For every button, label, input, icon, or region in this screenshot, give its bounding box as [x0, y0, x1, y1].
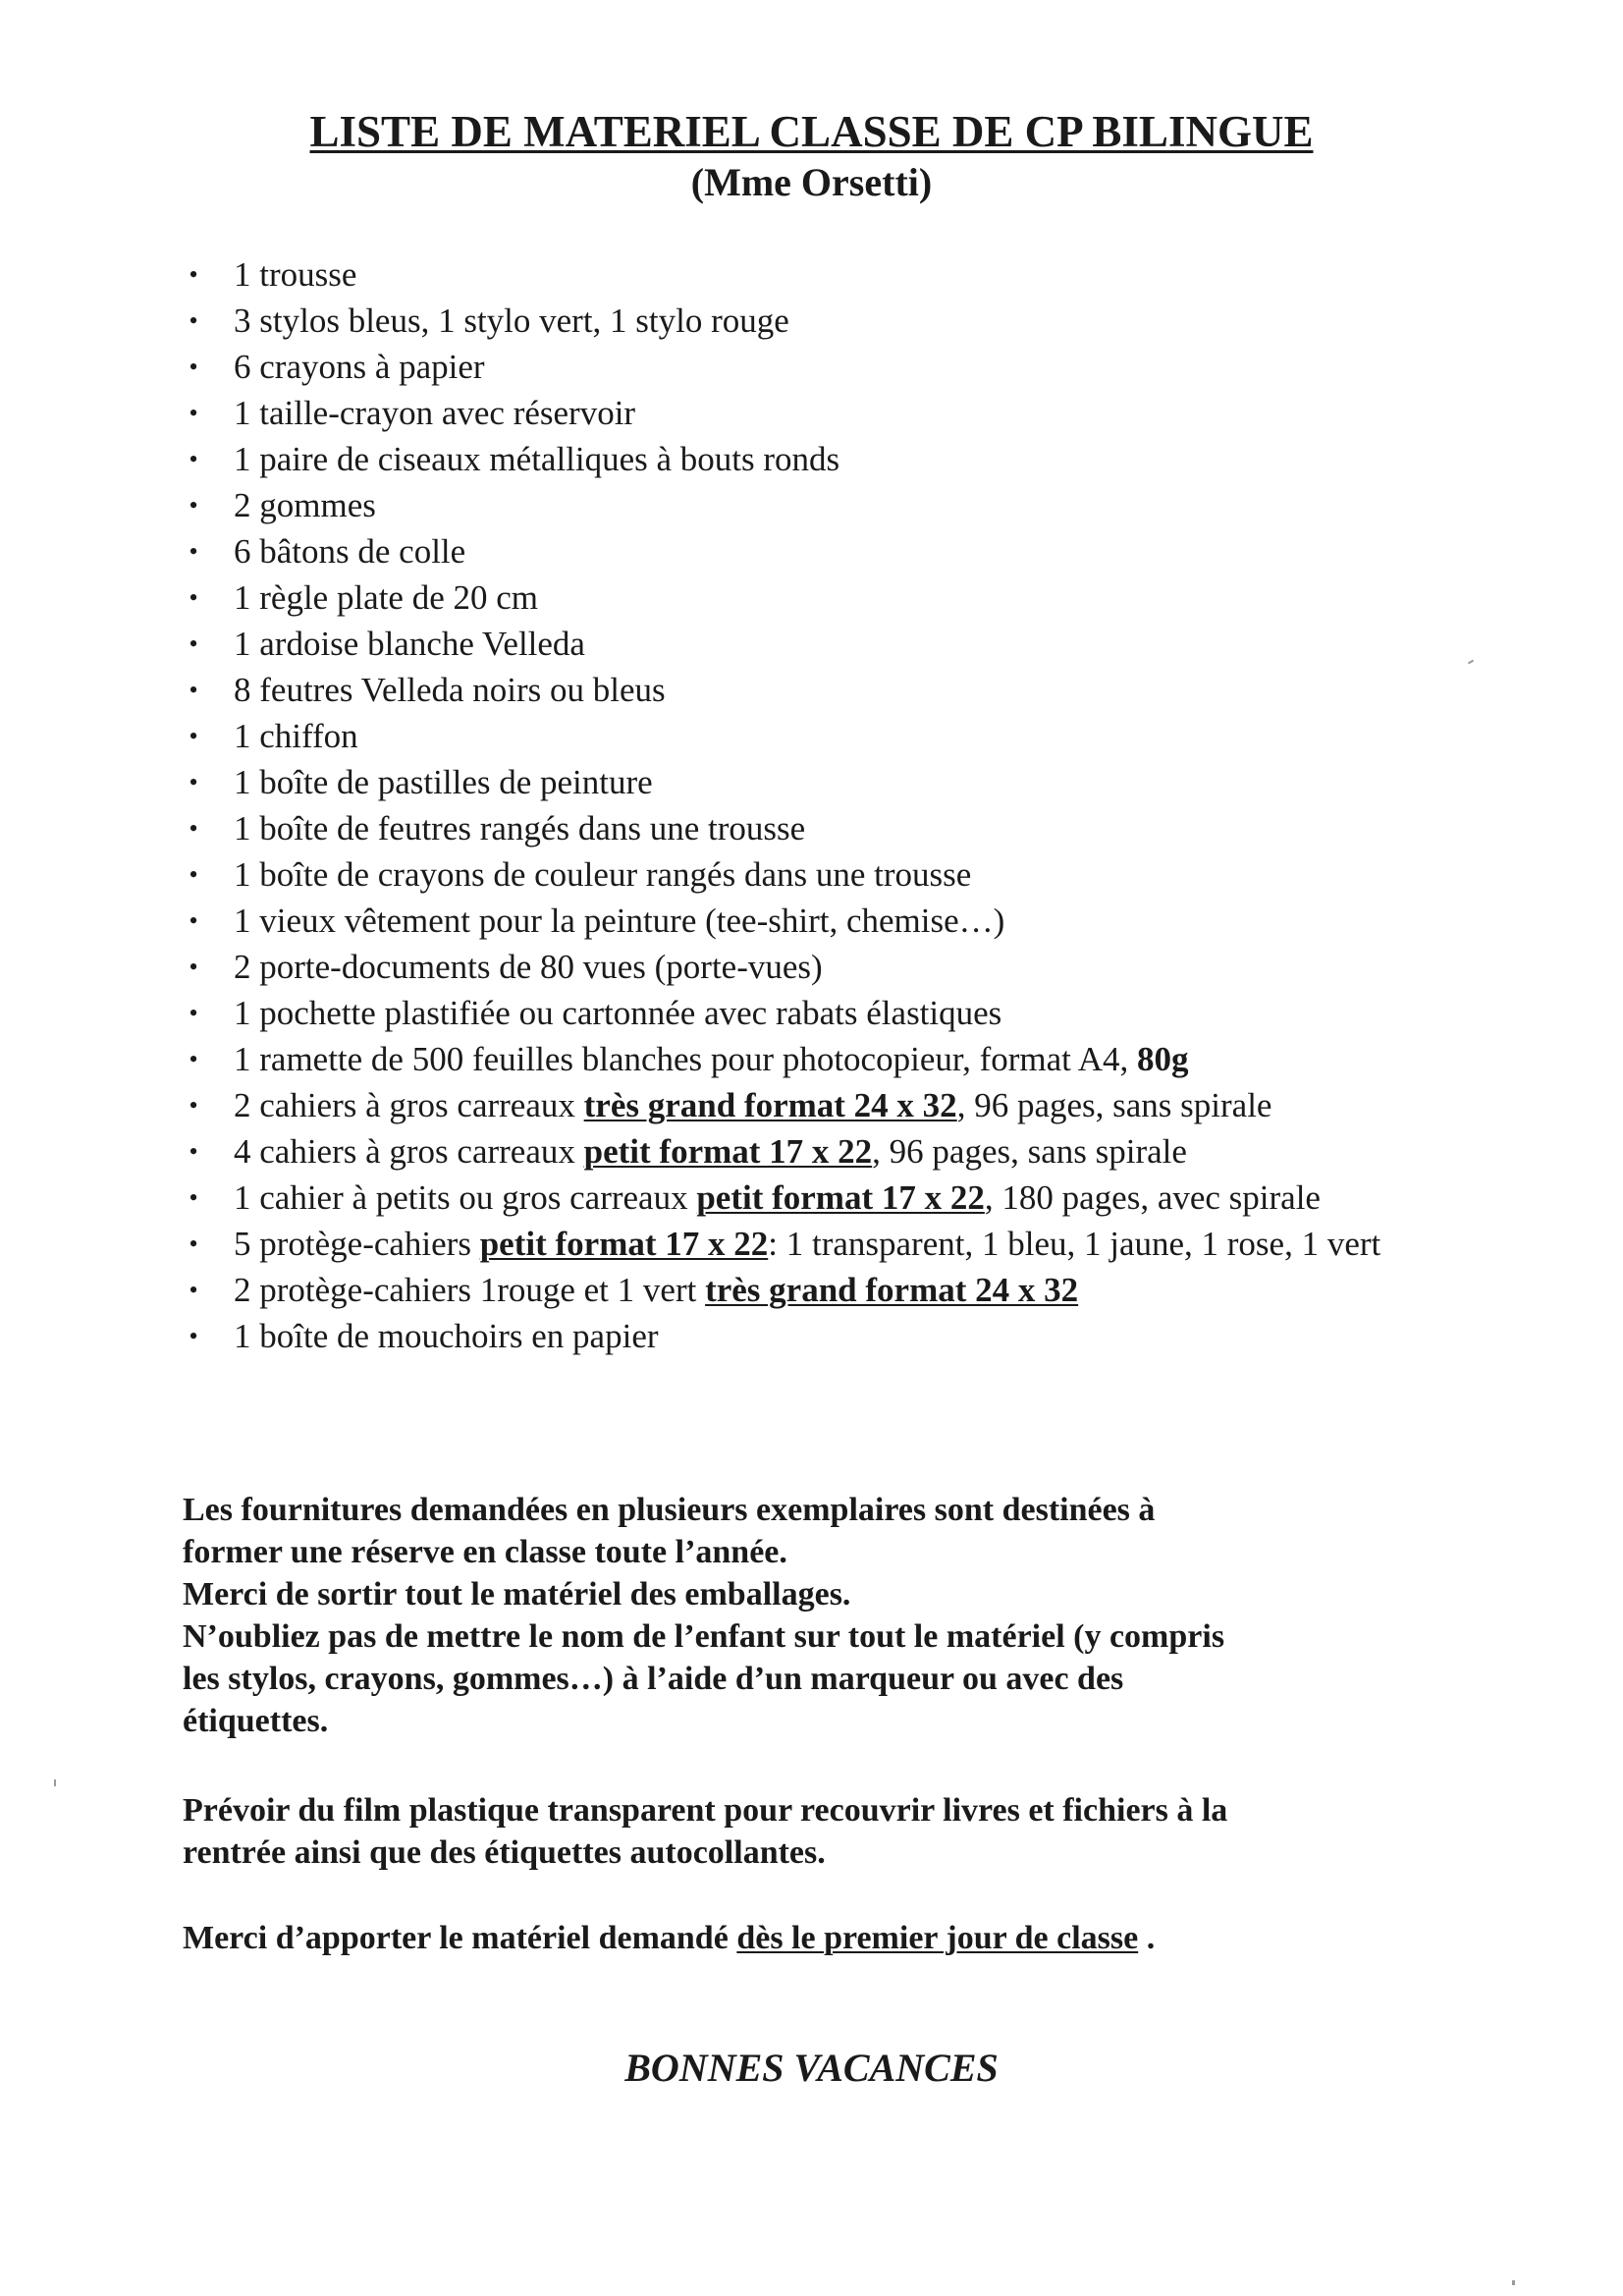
item-text: 1 paire de ciseaux métalliques à bouts ronds	[234, 440, 840, 478]
bullet-icon: •	[189, 906, 198, 935]
item-text: 4 cahiers à gros carreaux	[234, 1132, 584, 1171]
scan-speck	[1468, 660, 1474, 665]
bullet-icon: •	[189, 491, 198, 519]
bullet-icon: •	[189, 629, 198, 658]
item-format-emphasis: très grand format 24 x 32	[705, 1271, 1079, 1309]
list-item	[183, 530, 1459, 574]
list-item	[183, 761, 1459, 804]
list-item	[183, 992, 1459, 1035]
list-item	[183, 900, 1459, 943]
item-text: 1 cahier à petits ou gros carreaux	[234, 1178, 697, 1217]
bullet-icon: •	[189, 1276, 198, 1304]
list-item	[183, 300, 1459, 343]
item-text: 1 ramette de 500 feuilles blanches pour photocopieur, format A4,	[234, 1040, 1137, 1078]
bullet-icon: •	[189, 1091, 198, 1120]
item-text: 2 cahiers à gros carreaux	[234, 1086, 584, 1124]
notes-paragraph-first-day	[183, 1917, 1420, 1959]
item-format-emphasis: petit format 17 x 22	[696, 1178, 985, 1217]
list-item	[183, 1269, 1459, 1312]
item-text: 1 ardoise blanche Velleda	[234, 625, 585, 663]
bullet-icon: •	[189, 860, 198, 889]
bullet-icon: •	[189, 676, 198, 704]
list-item	[183, 576, 1459, 620]
first-day-end: .	[1138, 1920, 1156, 1956]
note-line: Prévoir du film plastique transparent pour recouvrir livres et fichiers à la	[183, 1792, 1228, 1829]
scan-speck	[1512, 2280, 1515, 2285]
item-text: 5 protège-cahiers	[234, 1225, 480, 1263]
item-format-emphasis: petit format 17 x 22	[583, 1132, 873, 1171]
list-item	[183, 669, 1459, 712]
list-item	[183, 484, 1459, 527]
item-text: 1 boîte de pastilles de peinture	[234, 763, 653, 801]
list-item	[183, 853, 1459, 897]
bullet-icon: •	[189, 953, 198, 981]
item-format-emphasis: très grand format 24 x 32	[583, 1086, 957, 1124]
list-item	[183, 1084, 1459, 1127]
item-text-end: , 180 pages, avec spirale	[984, 1178, 1321, 1217]
item-weight-emphasis: 80g	[1137, 1040, 1189, 1078]
list-item	[183, 1130, 1459, 1174]
bullet-icon: •	[189, 445, 198, 473]
item-text: 1 boîte de feutres rangés dans une trousse	[234, 809, 806, 847]
item-text: 2 porte-documents de 80 vues (porte-vues)	[234, 948, 823, 986]
note-line: former une réserve en classe toute l’année.	[183, 1534, 787, 1570]
list-item	[183, 438, 1459, 481]
list-item	[183, 946, 1459, 989]
first-day-emphasis: dès le premier jour de classe	[736, 1920, 1139, 1956]
list-item	[183, 623, 1459, 666]
list-item	[183, 346, 1459, 389]
item-text-end: , 96 pages, sans spirale	[956, 1086, 1272, 1124]
first-day-text: Merci d’apporter le matériel demandé	[183, 1920, 737, 1956]
bullet-icon: •	[189, 537, 198, 566]
bullet-icon: •	[189, 722, 198, 750]
item-text: 6 bâtons de colle	[234, 532, 466, 571]
bullet-icon: •	[189, 814, 198, 843]
bullet-icon: •	[189, 1322, 198, 1350]
bullet-icon: •	[189, 1137, 198, 1166]
page-subtitle: (Mme Orsetti)	[690, 160, 933, 204]
notes-paragraph-film	[183, 1789, 1420, 1874]
bullet-icon: •	[189, 583, 198, 612]
note-line: les stylos, crayons, gommes…) à l’aide d’un marqueur ou avec des	[183, 1661, 1124, 1697]
list-item	[183, 1038, 1459, 1081]
item-text: 2 protège-cahiers 1rouge et 1 vert	[234, 1271, 706, 1309]
list-item	[183, 715, 1459, 758]
note-line: Les fournitures demandées en plusieurs exemplaires sont destinées à	[183, 1492, 1156, 1528]
item-text-end: : 1 transparent, 1 bleu, 1 jaune, 1 rose, 1 vert	[768, 1225, 1381, 1263]
item-text: 1 trousse	[234, 255, 357, 294]
list-item	[183, 1176, 1459, 1220]
list-item	[183, 253, 1459, 297]
bullet-icon: •	[189, 768, 198, 796]
bullet-icon: •	[189, 1183, 198, 1212]
note-line: Merci de sortir tout le matériel des emballages.	[183, 1576, 851, 1613]
list-item	[183, 1315, 1459, 1358]
item-text: 1 taille-crayon avec réservoir	[234, 394, 636, 432]
note-line: rentrée ainsi que des étiquettes autocollantes.	[183, 1834, 826, 1871]
item-text: 1 chiffon	[234, 717, 358, 755]
scan-speck	[54, 1779, 56, 1786]
bullet-icon: •	[189, 353, 198, 381]
list-item	[183, 1223, 1459, 1266]
list-item	[183, 392, 1459, 435]
item-text: 2 gommes	[234, 486, 376, 524]
item-text: 8 feutres Velleda noirs ou bleus	[234, 671, 666, 709]
item-text: 3 stylos bleus, 1 stylo vert, 1 stylo rouge	[234, 301, 789, 340]
item-text-end: , 96 pages, sans spirale	[872, 1132, 1187, 1171]
item-text: 1 boîte de mouchoirs en papier	[234, 1317, 659, 1355]
item-text: 1 règle plate de 20 cm	[234, 578, 539, 617]
item-format-emphasis: petit format 17 x 22	[479, 1225, 769, 1263]
notes-paragraph-supplies	[183, 1489, 1420, 1742]
bullet-icon: •	[189, 399, 198, 427]
supply-list	[183, 253, 1459, 1361]
bullet-icon: •	[189, 306, 198, 335]
item-text: 1 pochette plastifiée ou cartonnée avec rabats élastiques	[234, 994, 1002, 1032]
item-text: 1 boîte de crayons de couleur rangés dans une trousse	[234, 855, 972, 894]
bullet-icon: •	[189, 999, 198, 1027]
item-text: 1 vieux vêtement pour la peinture (tee-shirt, chemise…)	[234, 902, 1005, 940]
bullet-icon: •	[189, 260, 198, 289]
list-item	[183, 807, 1459, 850]
closing-greeting: BONNES VACANCES	[624, 2046, 999, 2090]
note-line: N’oubliez pas de mettre le nom de l’enfant sur tout le matériel (y compris	[183, 1618, 1225, 1655]
bullet-icon: •	[189, 1230, 198, 1258]
bullet-icon: •	[189, 1045, 198, 1073]
item-text: 6 crayons à papier	[234, 348, 485, 386]
note-line: étiquettes.	[183, 1703, 329, 1739]
page-title: LISTE DE MATERIEL CLASSE DE CP BILINGUE	[309, 107, 1314, 156]
